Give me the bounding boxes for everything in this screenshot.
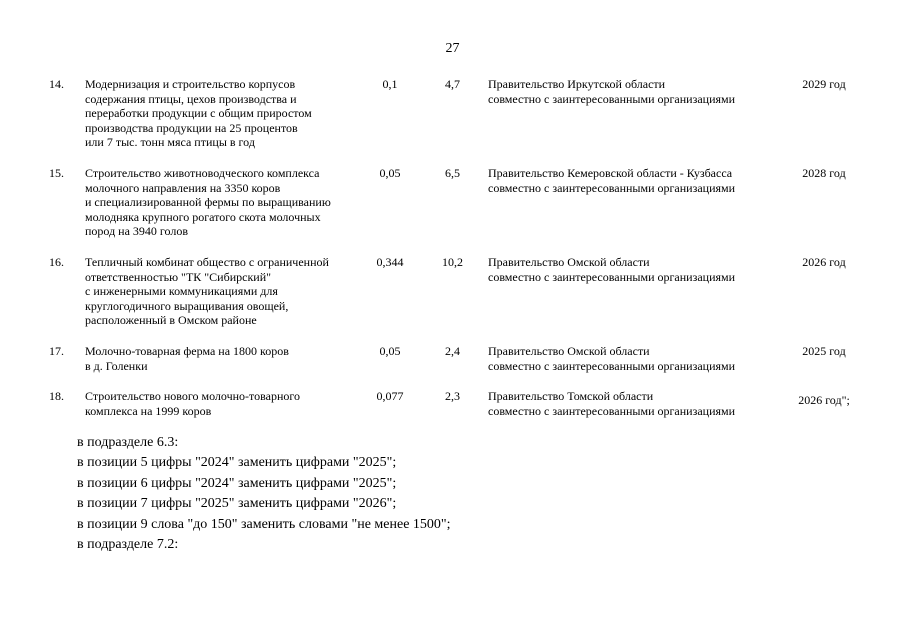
executor: Правительство Томской области совместно с заинтересованными организациями bbox=[488, 389, 736, 418]
row-number: 15. bbox=[49, 166, 64, 180]
value-1: 0,05 bbox=[379, 166, 401, 180]
year: 2026 год bbox=[802, 255, 846, 269]
page-number: 27 bbox=[445, 41, 460, 56]
executor: Правительство Иркутской области совместно с заинтересованными организациями bbox=[488, 77, 736, 106]
value-1: 0,1 bbox=[382, 77, 398, 91]
row-number: 17. bbox=[49, 344, 64, 358]
instruction-line: в подразделе 7.2: bbox=[77, 537, 179, 553]
instruction-line: в подразделе 6.3: bbox=[77, 435, 179, 450]
instruction-line: в позиции 7 цифры "2025" заменить цифрами "2026"; bbox=[77, 496, 397, 512]
value-1: 0,344 bbox=[376, 255, 404, 269]
year: 2029 год bbox=[802, 77, 846, 91]
row-number: 18. bbox=[49, 389, 64, 403]
value-2: 10,2 bbox=[442, 255, 463, 269]
row-number: 14. bbox=[49, 77, 64, 91]
project-name: Молочно-товарная ферма на 1800 коров в д. Голенки bbox=[85, 344, 289, 373]
project-name: Строительство нового молочно-товарного комплекса на 1999 коров bbox=[85, 389, 301, 418]
instruction-line: в позиции 9 слова "до 150" заменить словами "не менее 1500"; bbox=[77, 516, 451, 532]
value-1: 0,077 bbox=[376, 389, 404, 403]
amendment-instructions bbox=[77, 433, 451, 555]
project-name: Строительство животноводческого комплекса молочного направления на 3350 коров и специализированной фермы по выращиванию молодняка крупного рогатого скота молочных пород на 3940 голов bbox=[85, 166, 331, 239]
year: 2028 год bbox=[802, 166, 846, 180]
instruction-line: в позиции 5 цифры "2024" заменить цифрами "2025"; bbox=[77, 455, 397, 471]
value-1: 0,05 bbox=[379, 344, 401, 358]
instruction-line: в позиции 6 цифры "2024" заменить цифрами "2025"; bbox=[77, 475, 397, 491]
value-2: 6,5 bbox=[445, 166, 460, 180]
year: 2025 год bbox=[802, 344, 846, 358]
executor: Правительство Кемеровской области - Кузбасса совместно с заинтересованными организациями bbox=[488, 166, 736, 195]
row-number: 16. bbox=[49, 255, 64, 269]
value-2: 2,3 bbox=[445, 389, 460, 403]
year: 2026 год"; bbox=[798, 393, 850, 407]
executor: Правительство Омской области совместно с заинтересованными организациями bbox=[488, 344, 736, 373]
executor: Правительство Омской области совместно с заинтересованными организациями bbox=[488, 255, 736, 284]
value-2: 2,4 bbox=[445, 344, 460, 358]
project-name: Тепличный комбинат общество с ограниченной ответственностью "ТК "Сибирский" с инженерными коммуникациями для круглогодичного выращивания овощей, расположенный в Омском районе bbox=[85, 255, 329, 328]
value-2: 4,7 bbox=[445, 77, 460, 91]
project-name: Модернизация и строительство корпусов содержания птицы, цехов производства и переработки продукции с общим приростом производства продукции на 25 процентов или 7 тыс. тонн мяса птицы в год bbox=[85, 77, 312, 150]
